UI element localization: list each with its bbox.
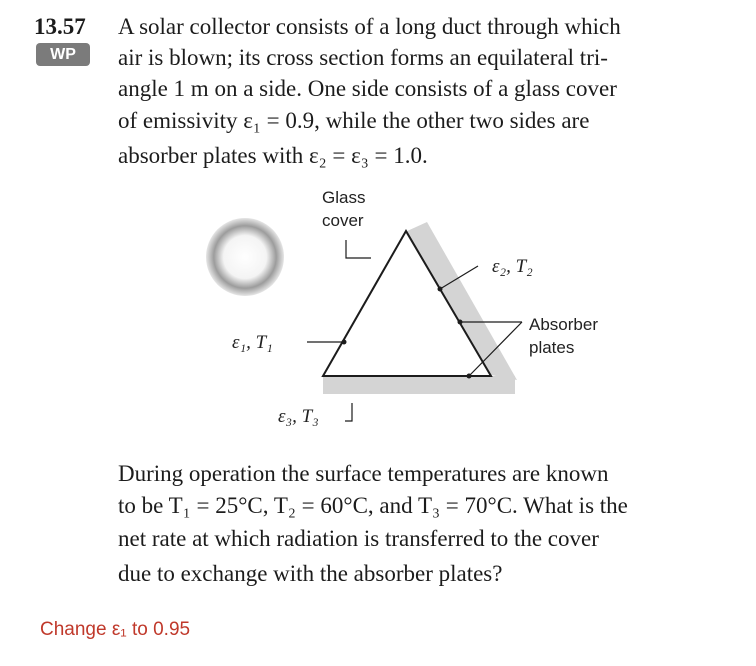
absorber-label-line2: plates [529, 338, 575, 357]
surface2-dot [438, 287, 443, 292]
question-line-4: due to exchange with the absorber plates? [118, 561, 503, 586]
question-line-2: to be T₁ = 25°C, T₂ = 60°C, and T₃ = 70°C. What is the [118, 493, 628, 518]
change-note: Change ε₁ to 0.95 [40, 619, 191, 640]
absorber-bottom-shading [323, 376, 515, 394]
problem-number: 13.57 [34, 14, 86, 39]
statement-line-1: A solar collector consists of a long duct through which [118, 14, 621, 39]
surface1-label: ε₁, T₁ [232, 332, 273, 353]
absorber-right-shading [405, 222, 517, 380]
absorber-label-line1: Absorber [529, 315, 598, 334]
glass-cover-leader [346, 240, 371, 258]
sun-icon [206, 218, 284, 296]
statement-line-2: air is blown; its cross section forms an equilateral tri- [118, 45, 608, 70]
surface3-leader [345, 403, 352, 421]
surface2-label: ε₂, T₂ [492, 256, 533, 277]
surface3-label: ε₃, T₃ [278, 406, 319, 427]
statement-line-3: angle 1 m on a side. One side consists of a glass cover [118, 76, 617, 101]
statement-line-5: absorber plates with ε₂ = ε₃ = 1.0. [118, 143, 428, 168]
glass-cover-label-line1: Glass [322, 188, 366, 207]
statement-line-4: of emissivity ε₁ = 0.9, while the other two sides are [118, 108, 590, 133]
wp-badge[interactable]: WP [36, 43, 90, 66]
question-line-1: During operation the surface temperatures are known [118, 461, 609, 486]
glass-cover-label-line2: cover [322, 211, 364, 230]
surface1-dot [342, 340, 347, 345]
absorber-dot-1 [458, 320, 463, 325]
absorber-dot-2 [467, 374, 472, 379]
question-line-3: net rate at which radiation is transferred to the cover [118, 526, 599, 551]
